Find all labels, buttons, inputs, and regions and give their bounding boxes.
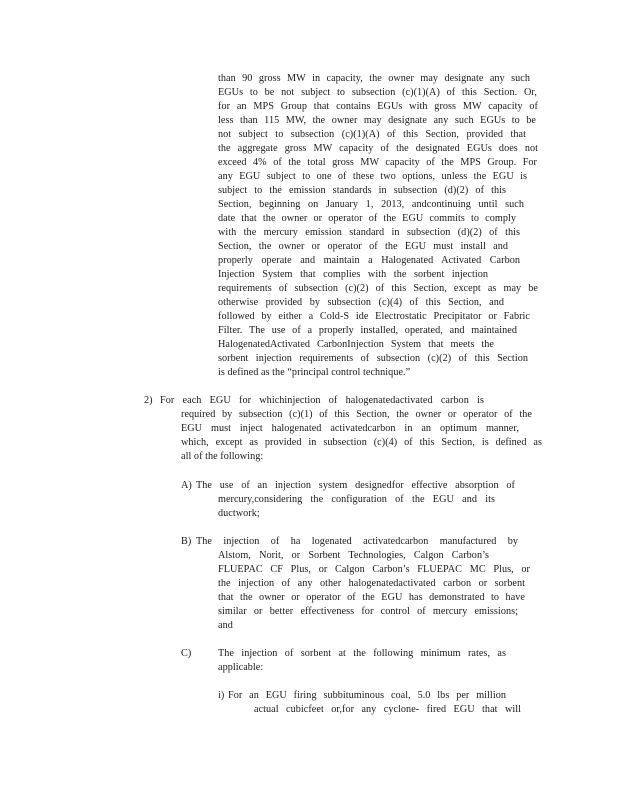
text-line: The injection of ha logenated activatedcarbon manufactured by <box>196 536 518 547</box>
text-line: The use of an injection system designedfor effective absorption of <box>196 480 515 491</box>
text-line: Injection System that complies with the sorbent injection <box>218 269 488 280</box>
text-line: is defined as the “principal control technique.” <box>218 367 411 378</box>
item-marker: C) <box>181 648 192 659</box>
text-line: date that the owner or operator of the EGU commits to comply <box>218 213 516 224</box>
text-line: For each EGU for whichinjection of halogenatedactivated carbon is <box>160 395 484 406</box>
text-line: followed by either a Cold-S ide Electrostatic Precipitator or Fabric <box>218 311 530 322</box>
item-marker: i) <box>218 690 225 701</box>
text-line: Alstom, Norit, or Sorbent Technologies, Calgon Carbon’s <box>218 550 489 561</box>
text-line: Section, beginning on January 1, 2013, andcontinuing until such <box>218 199 524 210</box>
text-line: less than 115 MW, the owner may designate any such EGUs to be <box>218 115 536 126</box>
text-line: not subject to subsection (c)(1)(A) of this Section, provided that <box>218 129 526 140</box>
text-line: For an EGU firing subbituminous coal, 5.0 lbs per million <box>228 690 506 701</box>
text-line: EGU must inject halogenated activatedcarbon in an optimum manner, <box>181 423 519 434</box>
text-line: Filter. The use of a properly installed, operated, and maintained <box>218 325 517 336</box>
text-line: applicable: <box>218 662 264 673</box>
text-line: actual cubicfeet or,for any cyclone- fired EGU that will <box>254 704 521 715</box>
text-line: otherwise provided by subsection (c)(4) of this Section, and <box>218 297 504 308</box>
text-line: mercury,considering the configuration of the EGU and its <box>218 494 495 505</box>
item-marker: 2) <box>144 395 153 406</box>
text-line: any EGU subject to one of these two options, unless the EGU is <box>218 171 527 182</box>
text-line: FLUEPAC CF Plus, or Calgon Carbon’s FLUEPAC MC Plus, or <box>218 564 530 575</box>
text-line: EGUs to be not subject to subsection (c)(1)(A) of this Section. Or, <box>218 87 537 98</box>
item-marker: B) <box>181 536 192 547</box>
text-line: the injection of any other halogenatedactivated carbon or sorbent <box>218 578 525 589</box>
text-line: sorbent injection requirements of subsection (c)(2) of this Section <box>218 353 528 364</box>
text-line: similar or better effectiveness for control of mercury emissions; <box>218 606 518 617</box>
text-line: that the owner or operator of the EGU has demonstrated to have <box>218 592 525 603</box>
text-line: and <box>218 620 233 631</box>
text-line: required by subsection (c)(1) of this Section, the owner or operator of the <box>181 409 532 420</box>
text-line: the aggregate gross MW capacity of the designated EGUs does not <box>218 143 538 154</box>
text-line: for an MPS Group that contains EGUs with gross MW capacity of <box>218 101 538 112</box>
text-line: which, except as provided in subsection (c)(4) of this Section, is defined as <box>181 437 542 448</box>
text-line: all of the following: <box>181 451 264 462</box>
text-line: ductwork; <box>218 508 260 519</box>
text-line: than 90 gross MW in capacity, the owner may designate any such <box>218 73 530 84</box>
text-line: subject to the emission standards in subsection (d)(2) of this <box>218 185 506 196</box>
item-marker: A) <box>181 480 192 491</box>
text-line: requirements of subsection (c)(2) of this Section, except as may be <box>218 283 538 294</box>
text-line: HalogenatedActivated CarbonInjection System that meets the <box>218 339 494 350</box>
text-line: exceed 4% of the total gross MW capacity of the MPS Group. For <box>218 157 537 168</box>
text-line: The injection of sorbent at the following minimum rates, as <box>218 648 506 659</box>
text-line: properly operate and maintain a Halogenated Activated Carbon <box>218 255 520 266</box>
text-line: Section, the owner or operator of the EGU must install and <box>218 241 508 252</box>
text-line: with the mercury emission standard in subsection (d)(2) of this <box>218 227 520 238</box>
